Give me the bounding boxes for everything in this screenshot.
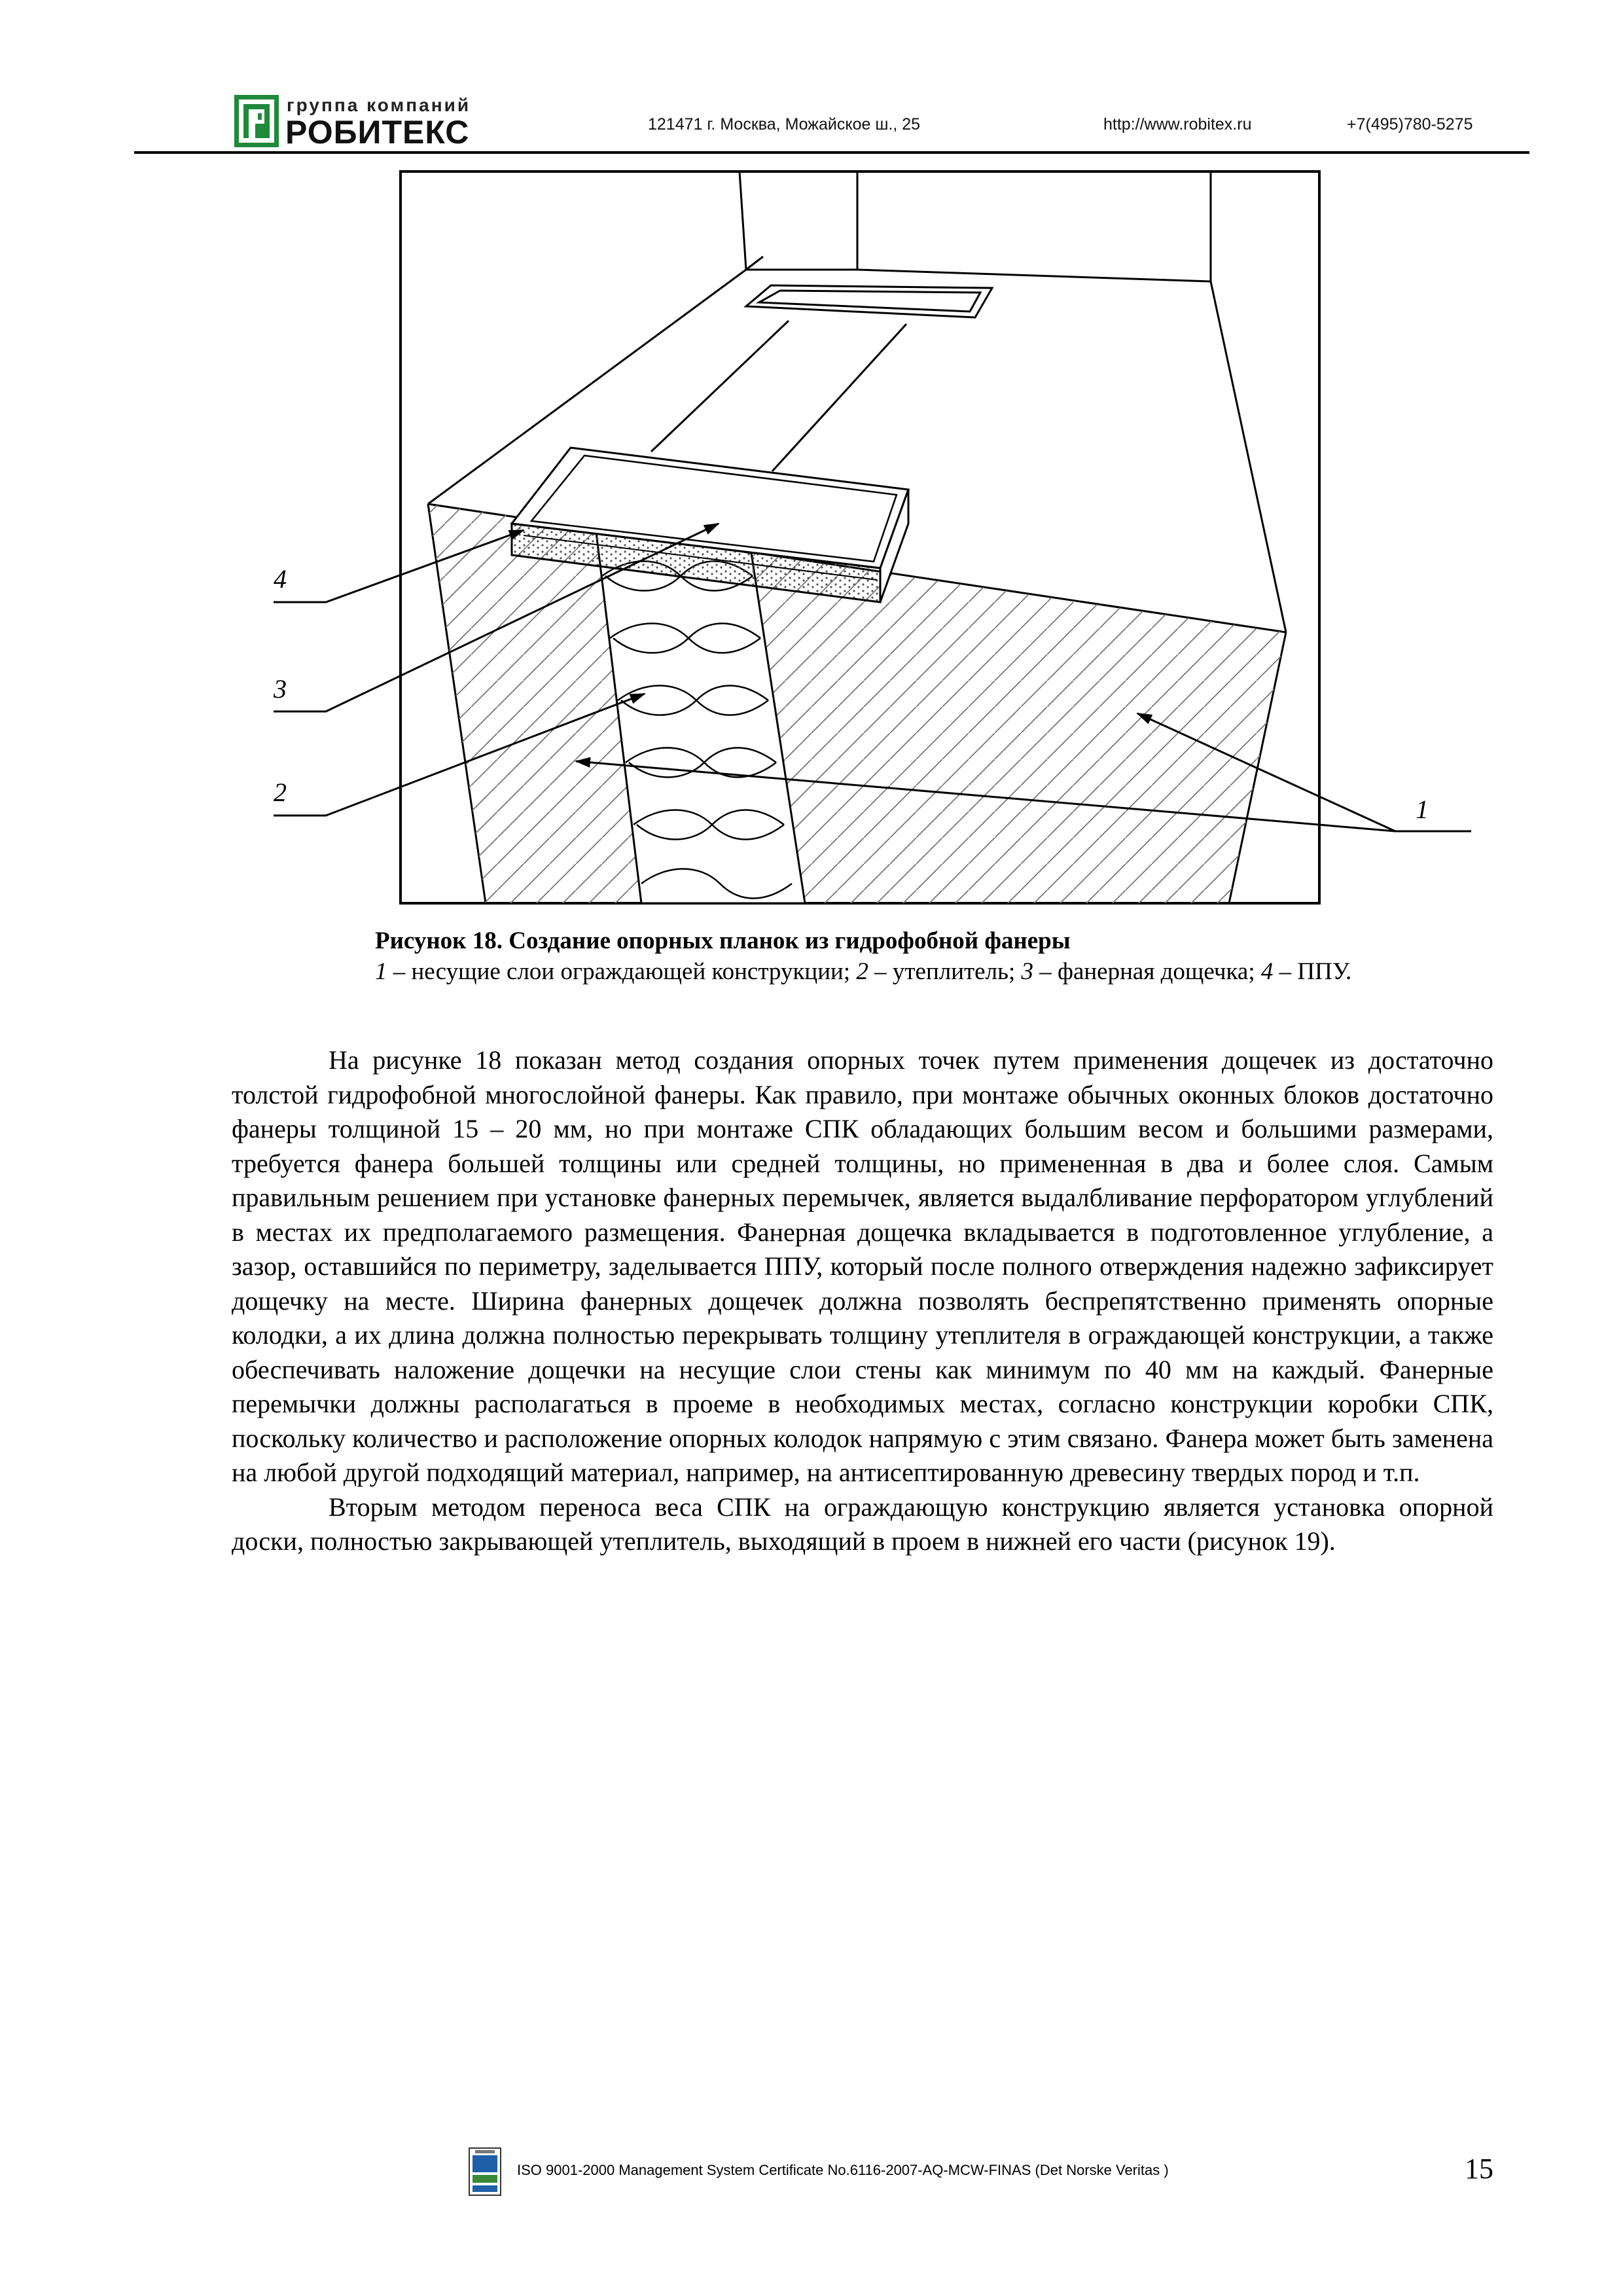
- page-number: 15: [1465, 2153, 1493, 2185]
- caption-legend: [375, 956, 1435, 987]
- legend-num-1: 1: [375, 958, 387, 985]
- callout-label-2: 2: [274, 778, 287, 807]
- legend-text-1: – несущие слои ограждающей конструкции;: [387, 958, 857, 985]
- legend-num-2: 2: [856, 958, 868, 985]
- bearing-layer-right: [751, 553, 1286, 903]
- header-website-link[interactable]: http://www.robitex.ru: [1103, 115, 1252, 134]
- logo-company-name: РОБИТЕКС: [285, 114, 470, 151]
- legend-text-4: – ППУ.: [1273, 958, 1352, 985]
- footer-certificate: ISO 9001-2000 Management System Certificate No.6116-2007-AQ-MCW-FINAS (Det Norske Veritas ): [517, 2162, 1169, 2178]
- legend-num-3: 3: [1021, 958, 1033, 985]
- body-paragraph-1: На рисунке 18 показан метод создания опорных точек путем применения дощечек из достаточно толстой гидрофобной многослойной фанеры. Как правило, при монтаже обычных оконных блоков достаточно фанеры толщиной 15 – 20 мм, но при монтаже СПК обладающих большим весом и большими размерами, требуется фанера большей толщины или средней толщины, но примененная в два и более слоя. Самым правильным решением при установке фанерных перемычек, является выдалбливание перфоратором углублений в местах их предполагаемого размещения. Фанерная дощечка вкладывается в подготовленное углубление, а зазор, оставшийся по периметру, заделывается ППУ, который после полного отверждения надежно зафиксирует дощечку на месте. Ширина фанерных дощечек должна позволять беспрепятственно применять опорные колодки, а их длина должна полностью перекрывать толщину утеплителя в ограждающей конструкции, а также обеспечивать наложение дощечки на несущие слои стены как минимум по 40 мм на каждый. Фанерные перемычки должны располагаться в проеме в необходимых местах, согласно конструкции коробки СПК, поскольку количество и расположение опорных колодок напрямую с этим связано. Фанера может быть заменена на любой другой подходящий материал, например, на антисептированную древесину твердых пород и т.п.: [232, 1045, 1493, 1487]
- legend-num-4: 4: [1260, 958, 1274, 985]
- caption-title: Рисунок 18. Создание опорных планок из гидрофобной фанеры: [375, 927, 1071, 954]
- logo-tagline: группа компаний: [287, 95, 471, 115]
- header-address: 121471 г. Москва, Можайское ш., 25: [648, 115, 921, 134]
- dnv-certification-icon: [469, 2147, 501, 2196]
- legend-text-3: – фанерная дощечка;: [1033, 958, 1261, 985]
- body-text: [232, 1043, 1493, 1559]
- legend-text-2: – утеплитель;: [868, 958, 1022, 985]
- figure-caption: [375, 925, 1435, 987]
- body-paragraph-2: Вторым методом переноса веса СПК на ограждающую конструкцию является установка опорной доски, полностью закрывающей утеплитель, выходящий в проем в нижней его части (рисунок 19).: [232, 1492, 1493, 1556]
- callout-label-4: 4: [274, 564, 287, 594]
- figure-18-drawing: [0, 0, 1623, 942]
- header-phone: +7(495)780-5275: [1347, 115, 1473, 134]
- callout-label-3: 3: [274, 674, 287, 704]
- callout-label-1: 1: [1416, 795, 1429, 824]
